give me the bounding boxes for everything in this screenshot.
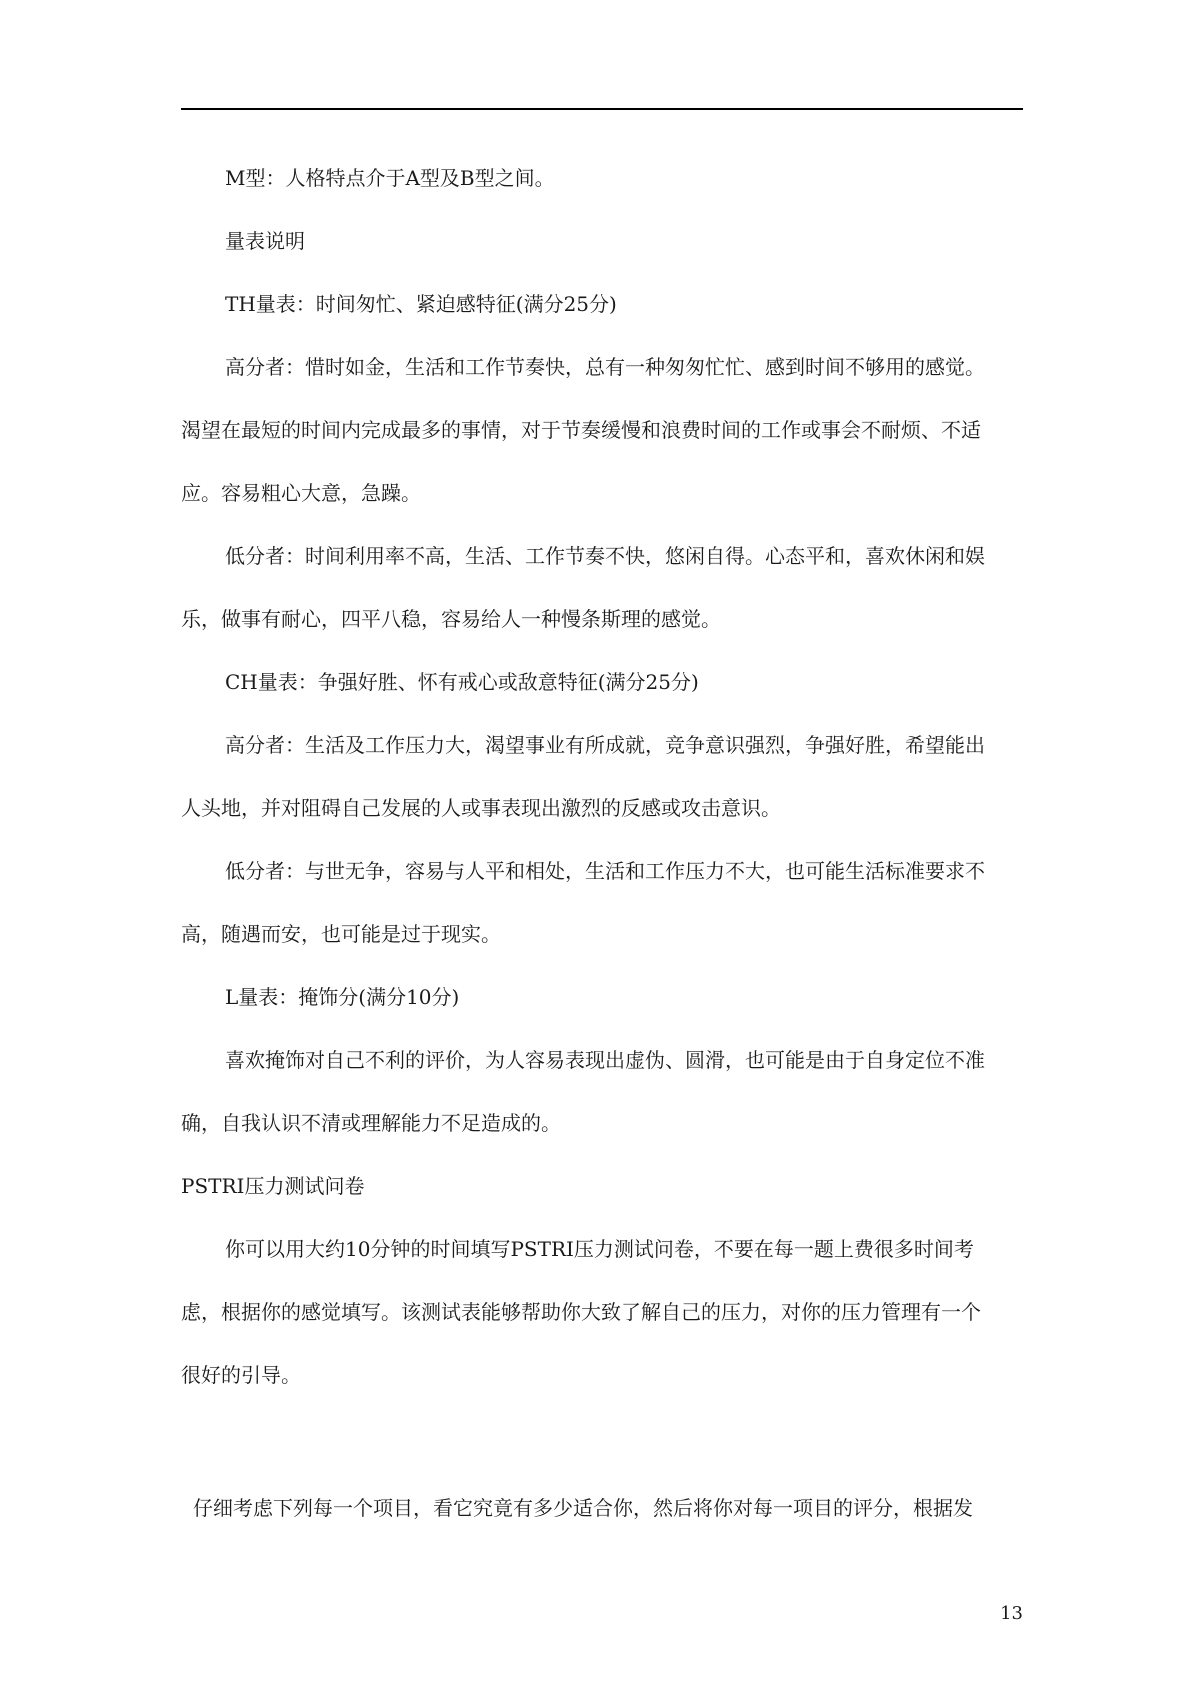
header-rule xyxy=(181,108,1023,110)
paragraph-pstri-line-1: 你可以用大约10分钟的时间填写PSTRI压力测试问卷，不要在每一题上费很多时间考 xyxy=(225,1237,974,1261)
paragraph-ch-high-line-2: 人头地，并对阻碍自己发展的人或事表现出激烈的反感或攻击意识。 xyxy=(181,796,781,820)
paragraph-th-high-line-2: 渴望在最短的时间内完成最多的事情，对于节奏缓慢和浪费时间的工作或事会不耐烦、不适 xyxy=(181,418,981,442)
paragraph-pstri-line-2: 虑，根据你的感觉填写。该测试表能够帮助你大致了解自己的压力，对你的压力管理有一个 xyxy=(181,1300,981,1324)
paragraph-l-line-2: 确，自我认识不清或理解能力不足造成的。 xyxy=(181,1111,561,1135)
paragraph-pstri-line-3: 很好的引导。 xyxy=(181,1363,301,1387)
heading-ch-scale: CH量表：争强好胜、怀有戒心或敌意特征(满分25分) xyxy=(225,670,699,694)
heading-l-scale: L量表：掩饰分(满分10分) xyxy=(225,985,460,1009)
paragraph-ch-low-line-2: 高，随遇而安，也可能是过于现实。 xyxy=(181,922,501,946)
page-number: 13 xyxy=(1000,1603,1023,1624)
paragraph-l-line-1: 喜欢掩饰对自己不利的评价，为人容易表现出虚伪、圆滑，也可能是由于自身定位不准 xyxy=(225,1048,985,1072)
heading-pstri: PSTRI压力测试问卷 xyxy=(181,1174,365,1198)
heading-th-scale: TH量表：时间匆忙、紧迫感特征(满分25分) xyxy=(225,292,617,316)
paragraph-ch-low-line-1: 低分者：与世无争，容易与人平和相处，生活和工作压力不大，也可能生活标准要求不 xyxy=(225,859,985,883)
paragraph-th-low-line-2: 乐，做事有耐心，四平八稳，容易给人一种慢条斯理的感觉。 xyxy=(181,607,721,631)
paragraph-m-type: M型：人格特点介于A型及B型之间。 xyxy=(225,166,555,190)
paragraph-th-low-line-1: 低分者：时间利用率不高，生活、工作节奏不快，悠闲自得。心态平和，喜欢休闲和娱 xyxy=(225,544,985,568)
paragraph-th-high-line-1: 高分者：惜时如金，生活和工作节奏快，总有一种匆匆忙忙、感到时间不够用的感觉。 xyxy=(225,355,985,379)
paragraph-th-high-line-3: 应。容易粗心大意，急躁。 xyxy=(181,481,421,505)
paragraph-ch-high-line-1: 高分者：生活及工作压力大，渴望事业有所成就，竞争意识强烈，争强好胜，希望能出 xyxy=(225,733,985,757)
paragraph-instructions: 仔细考虑下列每一个项目，看它究竟有多少适合你，然后将你对每一项目的评分，根据发 xyxy=(193,1496,973,1520)
heading-scale-description: 量表说明 xyxy=(225,229,305,253)
